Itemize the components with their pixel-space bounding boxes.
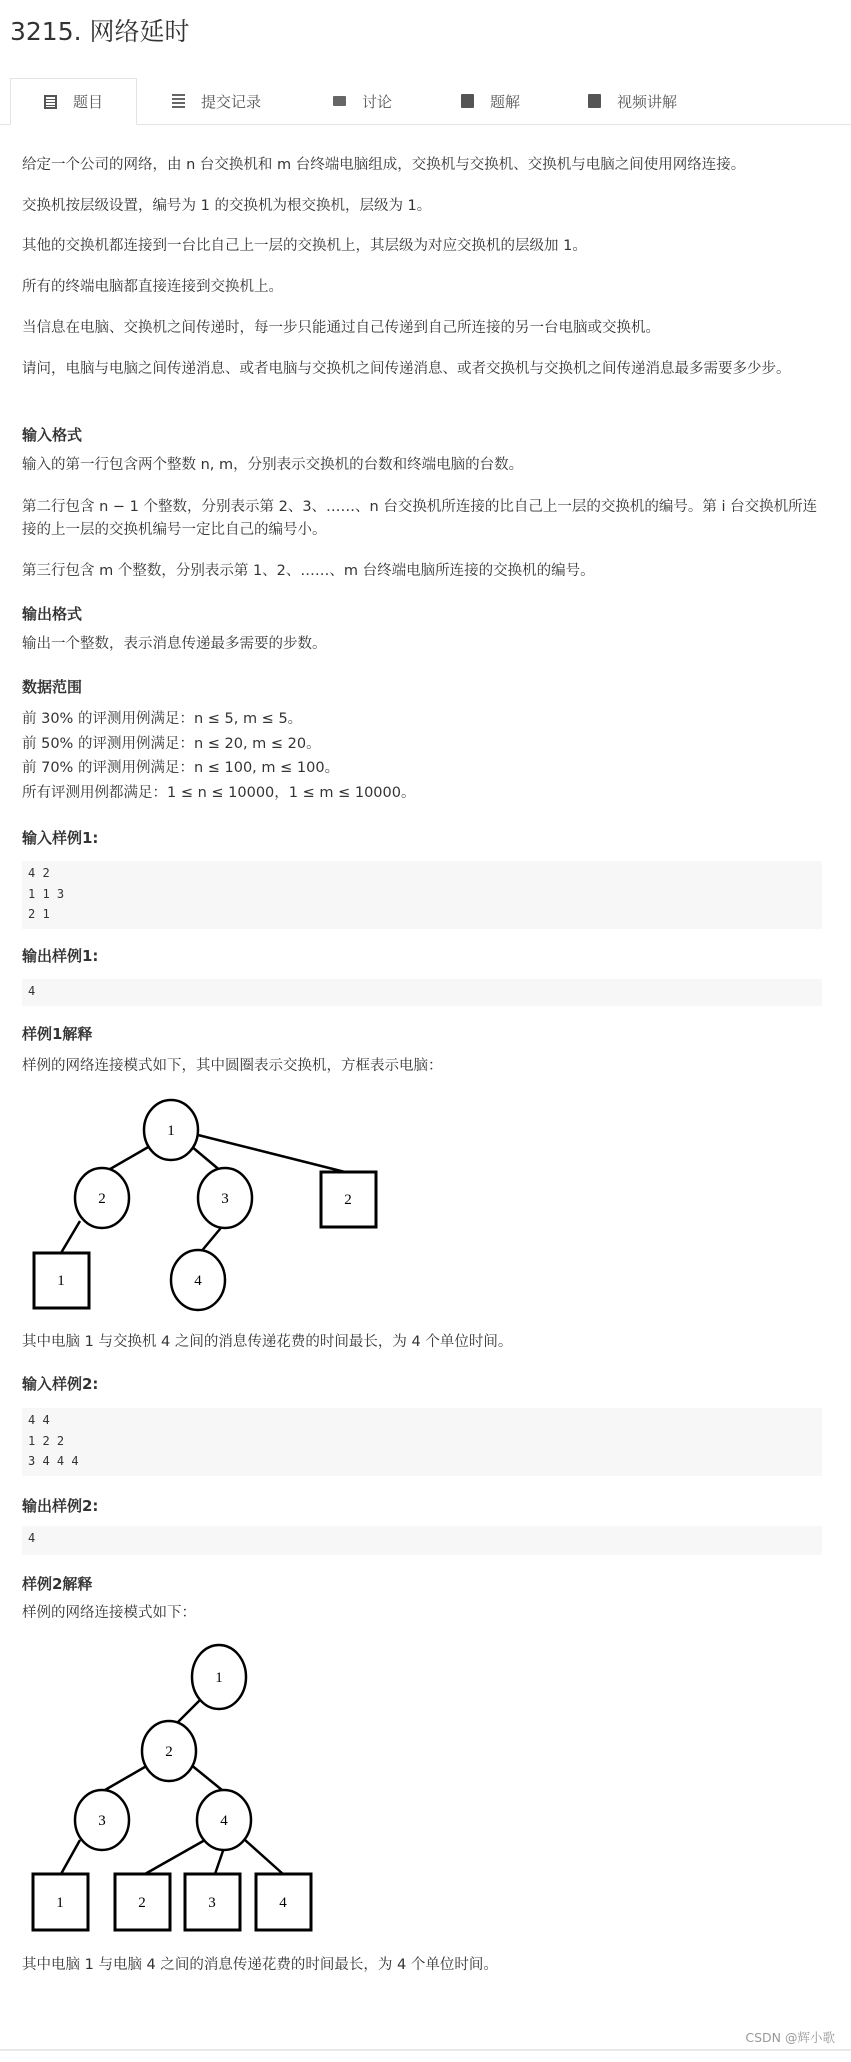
computer-node — [256, 1874, 311, 1930]
list-icon — [172, 94, 185, 108]
tab-label: 讨论 — [362, 92, 393, 111]
tab-discussion[interactable] — [333, 78, 392, 124]
output-format-heading: 输出格式 — [22, 605, 83, 623]
svg-text:1: 1 — [215, 1670, 223, 1686]
code-line: 4 2 — [28, 866, 50, 880]
svg-text:1: 1 — [57, 1273, 65, 1289]
input-format-line: 第二行包含 n − 1 个整数，分别表示第 2、3、……、n 台交换机所连接的比自己上一层的交换机的编号。第 i 台交换机所连接的上一层的交换机编号一定比自己的编号小。 — [22, 499, 818, 538]
svg-text:4: 4 — [194, 1273, 202, 1289]
sample2-conclusion: 其中电脑 1 与电脑 4 之间的消息传递花费的时间最长，为 4 个单位时间。 — [22, 1957, 498, 1973]
description-paragraph: 给定一个公司的网络，由 n 台交换机和 m 台终端电脑组成，交换机与交换机、交换机与电脑之间使用网络连接。 — [22, 157, 746, 173]
sample2-output-code — [22, 1526, 822, 1555]
tab-problem[interactable] — [10, 78, 137, 125]
data-range-line: 前 50% 的评测用例满足：n ≤ 20, m ≤ 20。 — [22, 735, 321, 752]
tab-label: 视频讲解 — [617, 92, 678, 111]
data-range-heading: 数据范围 — [22, 678, 83, 696]
sample2-output-heading: 输出样例2: — [22, 1497, 99, 1515]
switch-node — [75, 1168, 129, 1228]
page-title: 3215. 网络延时 — [10, 17, 190, 46]
svg-text:3: 3 — [98, 1813, 106, 1829]
svg-text:3: 3 — [221, 1191, 229, 1207]
code-line: 4 — [28, 984, 36, 998]
output-format-text: 输出一个整数，表示消息传递最多需要的步数。 — [22, 636, 327, 652]
code-line: 1 2 2 — [28, 1433, 65, 1448]
tab-label: 题解 — [490, 92, 521, 111]
sample2-explain-text: 样例的网络连接模式如下： — [22, 1605, 196, 1621]
data-range-list — [22, 707, 822, 806]
switch-node — [198, 1168, 252, 1228]
svg-text:2: 2 — [98, 1191, 106, 1207]
tab-bar — [0, 78, 851, 125]
tab-label: 提交记录 — [201, 92, 262, 111]
tab-video[interactable] — [588, 78, 677, 124]
sample1-output-code — [22, 979, 822, 1006]
sample1-input-heading: 输入样例1: — [22, 829, 99, 847]
computer-node — [115, 1874, 170, 1930]
sample2-explain-heading: 样例2解释 — [22, 1575, 93, 1593]
book-icon — [588, 94, 601, 108]
data-range-line: 前 30% 的评测用例满足：n ≤ 5, m ≤ 5。 — [22, 711, 303, 727]
computer-node — [34, 1253, 89, 1308]
switch-node — [171, 1250, 225, 1310]
switch-node — [142, 1721, 196, 1781]
svg-text:4: 4 — [220, 1813, 228, 1829]
tab-label: 题目 — [73, 93, 104, 111]
code-line: 4 4 — [28, 1413, 50, 1427]
description-paragraph: 其他的交换机都连接到一台比自己上一层的交换机上，其层级为对应交换机的层级加 1。 — [22, 238, 587, 254]
svg-text:1: 1 — [56, 1895, 64, 1911]
svg-text:2: 2 — [344, 1192, 352, 1208]
switch-node — [197, 1790, 251, 1850]
data-range-line: 前 70% 的评测用例满足：n ≤ 100, m ≤ 100。 — [22, 760, 340, 777]
description-paragraph: 所有的终端电脑都直接连接到交换机上。 — [22, 279, 283, 295]
computer-node — [185, 1874, 240, 1930]
bottom-divider — [0, 2049, 851, 2051]
input-format-heading: 输入格式 — [22, 426, 83, 444]
code-line: 4 — [28, 1531, 36, 1545]
svg-text:1: 1 — [167, 1123, 175, 1139]
comment-icon — [333, 96, 346, 106]
description-paragraph: 当信息在电脑、交换机之间传递时，每一步只能通过自己传递到自己所连接的另一台电脑或交换机。 — [22, 320, 660, 336]
code-line: 3 4 4 4 — [28, 1454, 79, 1468]
sample1-output-heading: 输出样例1: — [22, 947, 99, 965]
svg-text:3: 3 — [208, 1895, 216, 1911]
document-icon — [44, 95, 57, 109]
sample2-input-heading: 输入样例2: — [22, 1375, 99, 1393]
sample1-conclusion: 其中电脑 1 与交换机 4 之间的消息传递花费的时间最长，为 4 个单位时间。 — [22, 1334, 513, 1350]
computer-node — [321, 1172, 376, 1227]
code-line: 2 1 — [28, 907, 50, 921]
input-format-line: 第三行包含 m 个整数，分别表示第 1、2、……、m 台终端电脑所连接的交换机的编号。 — [22, 563, 595, 579]
switch-node — [144, 1100, 198, 1160]
sample2-input-code — [22, 1408, 822, 1476]
computer-node — [33, 1874, 88, 1930]
sample1-explain-heading: 样例1解释 — [22, 1025, 93, 1043]
code-line: 1 1 3 — [28, 886, 65, 901]
sample1-explain-text: 样例的网络连接模式如下，其中圆圈表示交换机，方框表示电脑： — [22, 1058, 443, 1074]
svg-text:2: 2 — [138, 1895, 146, 1911]
watermark: CSDN @辉小歌 — [745, 2030, 835, 2045]
switch-node — [75, 1790, 129, 1850]
svg-text:2: 2 — [165, 1744, 173, 1760]
sample1-tree-diagram — [0, 1095, 420, 1315]
sample1-input-code — [22, 861, 822, 929]
data-range-line: 所有评测用例都满足：1 ≤ n ≤ 10000，1 ≤ m ≤ 10000。 — [22, 785, 416, 802]
description-paragraph: 交换机按层级设置，编号为 1 的交换机为根交换机，层级为 1。 — [22, 198, 432, 214]
tab-submissions[interactable] — [172, 78, 261, 124]
book-icon — [461, 94, 474, 108]
input-format-line: 输入的第一行包含两个整数 n, m，分别表示交换机的台数和终端电脑的台数。 — [22, 457, 524, 473]
description-paragraph: 请问，电脑与电脑之间传递消息、或者电脑与交换机之间传递消息、或者交换机与交换机之间传递消息最多需要多少步。 — [22, 361, 791, 377]
sample2-tree-diagram — [0, 1640, 420, 1940]
tab-solutions[interactable] — [461, 78, 520, 124]
svg-text:4: 4 — [279, 1895, 287, 1911]
switch-node — [192, 1645, 246, 1709]
